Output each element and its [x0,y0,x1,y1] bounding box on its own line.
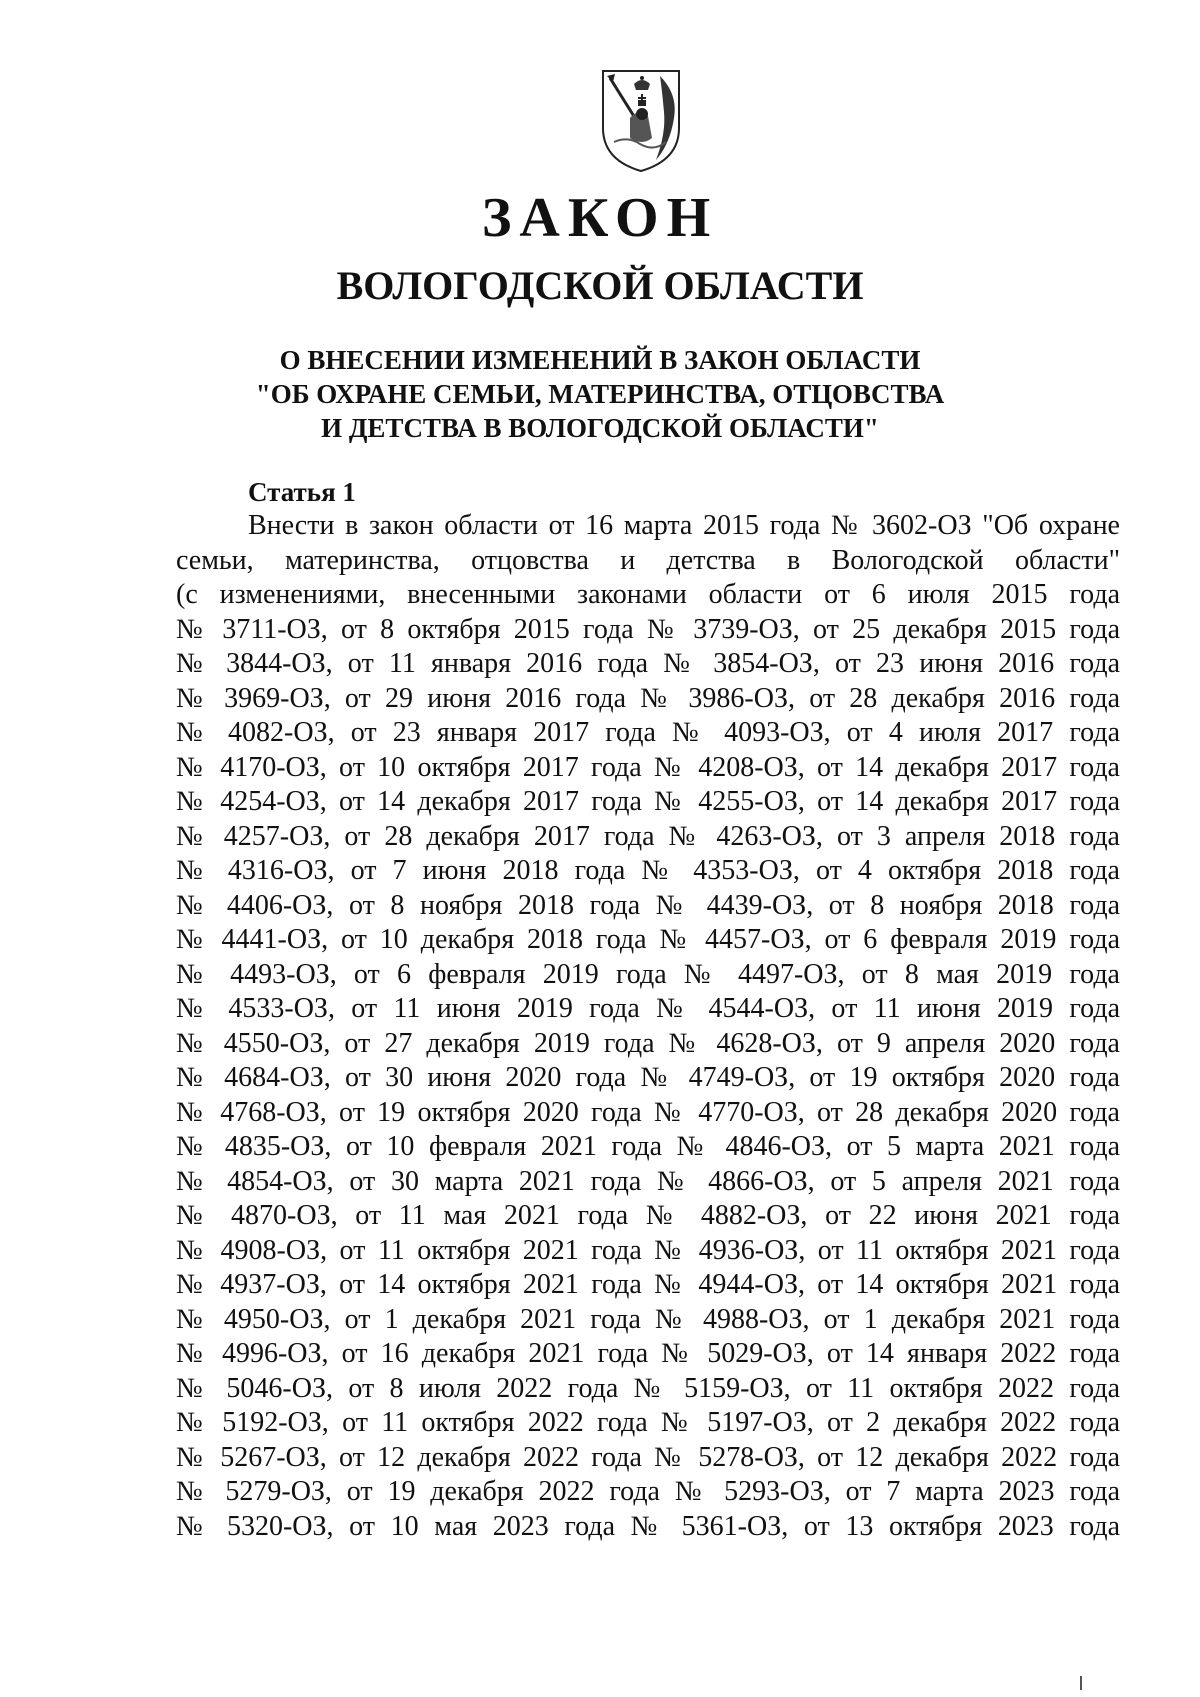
body-line: № 4406-ОЗ, от 8 ноября 2018 года № 4439-ОЗ, от 8 ноября 2018 года [176,889,1120,921]
body-line: № 4082-ОЗ, от 23 января 2017 года № 4093-ОЗ, от 4 июля 2017 года [176,717,1120,748]
body-line: № 3844-ОЗ, от 11 января 2016 года № 3854-ОЗ, от 23 июня 2016 года [176,648,1120,679]
coat-of-arms-icon [600,68,682,174]
body-line: № 4908-ОЗ, от 11 октября 2021 года № 4936-ОЗ, от 11 октября 2021 года [176,1234,1120,1266]
page-mark [1080,1676,1082,1690]
body-line: № 5192-ОЗ, от 11 октября 2022 года № 5197-ОЗ, от 2 декабря 2022 года [176,1407,1120,1438]
article-body [176,509,1120,1544]
body-line: № 4835-ОЗ, от 10 февраля 2021 года № 4846-ОЗ, от 5 марта 2021 года [176,1131,1120,1162]
body-line: № 4768-ОЗ, от 19 октября 2020 года № 4770-ОЗ, от 28 декабря 2020 года [176,1096,1120,1128]
body-line: № 4996-ОЗ, от 16 декабря 2021 года № 5029-ОЗ, от 14 января 2022 года [176,1338,1120,1369]
body-line: Внести в закон области от 16 марта 2015 года № 3602-ОЗ "Об охране [248,510,1120,541]
heading-line: "ОБ ОХРАНЕ СЕМЬИ, МАТЕРИНСТВА, ОТЦОВСТВА [255,379,945,409]
heading-line: О ВНЕСЕНИИ ИЗМЕНЕНИЙ В ЗАКОН ОБЛАСТИ [279,345,921,375]
body-line: № 4950-ОЗ, от 1 декабря 2021 года № 4988-ОЗ, от 1 декабря 2021 года [176,1303,1120,1335]
body-line: № 5279-ОЗ, от 19 декабря 2022 года № 5293-ОЗ, от 7 марта 2023 года [176,1476,1120,1507]
law-heading [0,343,1200,445]
body-line: № 4533-ОЗ, от 11 июня 2019 года № 4544-ОЗ, от 11 июня 2019 года [176,993,1120,1024]
body-line: № 4441-ОЗ, от 10 декабря 2018 года № 4457-ОЗ, от 6 февраля 2019 года [176,924,1120,955]
body-line: № 4550-ОЗ, от 27 декабря 2019 года № 4628-ОЗ, от 9 апреля 2020 года [176,1027,1120,1059]
body-line: № 5320-ОЗ, от 10 мая 2023 года № 5361-ОЗ, от 13 октября 2023 года [176,1510,1120,1542]
body-line: № 4937-ОЗ, от 14 октября 2021 года № 4944-ОЗ, от 14 октября 2021 года [176,1269,1120,1300]
body-line: № 3969-ОЗ, от 29 июня 2016 года № 3986-ОЗ, от 28 декабря 2016 года [176,682,1120,714]
body-line: № 5267-ОЗ, от 12 декабря 2022 года № 5278-ОЗ, от 12 декабря 2022 года [176,1441,1120,1473]
body-line: № 4316-ОЗ, от 7 июня 2018 года № 4353-ОЗ, от 4 октября 2018 года [176,855,1120,886]
body-line: семьи, материнства, отцовства и детства в Вологодской области" [176,544,1120,576]
body-line: (с изменениями, внесенными законами области от 6 июля 2015 года [176,579,1120,610]
body-line: № 4870-ОЗ, от 11 мая 2021 года № 4882-ОЗ, от 22 июня 2021 года [176,1200,1120,1231]
body-line: № 5046-ОЗ, от 8 июля 2022 года № 5159-ОЗ, от 11 октября 2022 года [176,1372,1120,1404]
document-title: ЗАКОН [481,187,719,249]
body-line: № 4257-ОЗ, от 28 декабря 2017 года № 4263-ОЗ, от 3 апреля 2018 года [176,820,1120,852]
body-line: № 4854-ОЗ, от 30 марта 2021 года № 4866-ОЗ, от 5 апреля 2021 года [176,1165,1120,1197]
body-line: № 4684-ОЗ, от 30 июня 2020 года № 4749-ОЗ, от 19 октября 2020 года [176,1062,1120,1093]
article-title: Статья 1 [248,477,356,507]
body-line: № 3711-ОЗ, от 8 октября 2015 года № 3739-ОЗ, от 25 декабря 2015 года [176,613,1120,645]
body-line: № 4493-ОЗ, от 6 февраля 2019 года № 4497-ОЗ, от 8 мая 2019 года [176,958,1120,990]
body-line: № 4170-ОЗ, от 10 октября 2017 года № 4208-ОЗ, от 14 декабря 2017 года [176,751,1120,783]
document-subtitle: ВОЛОГОДСКОЙ ОБЛАСТИ [336,263,864,308]
body-line: № 4254-ОЗ, от 14 декабря 2017 года № 4255-ОЗ, от 14 декабря 2017 года [176,786,1120,817]
heading-line: И ДЕТСТВА В ВОЛОГОДСКОЙ ОБЛАСТИ" [321,413,879,443]
